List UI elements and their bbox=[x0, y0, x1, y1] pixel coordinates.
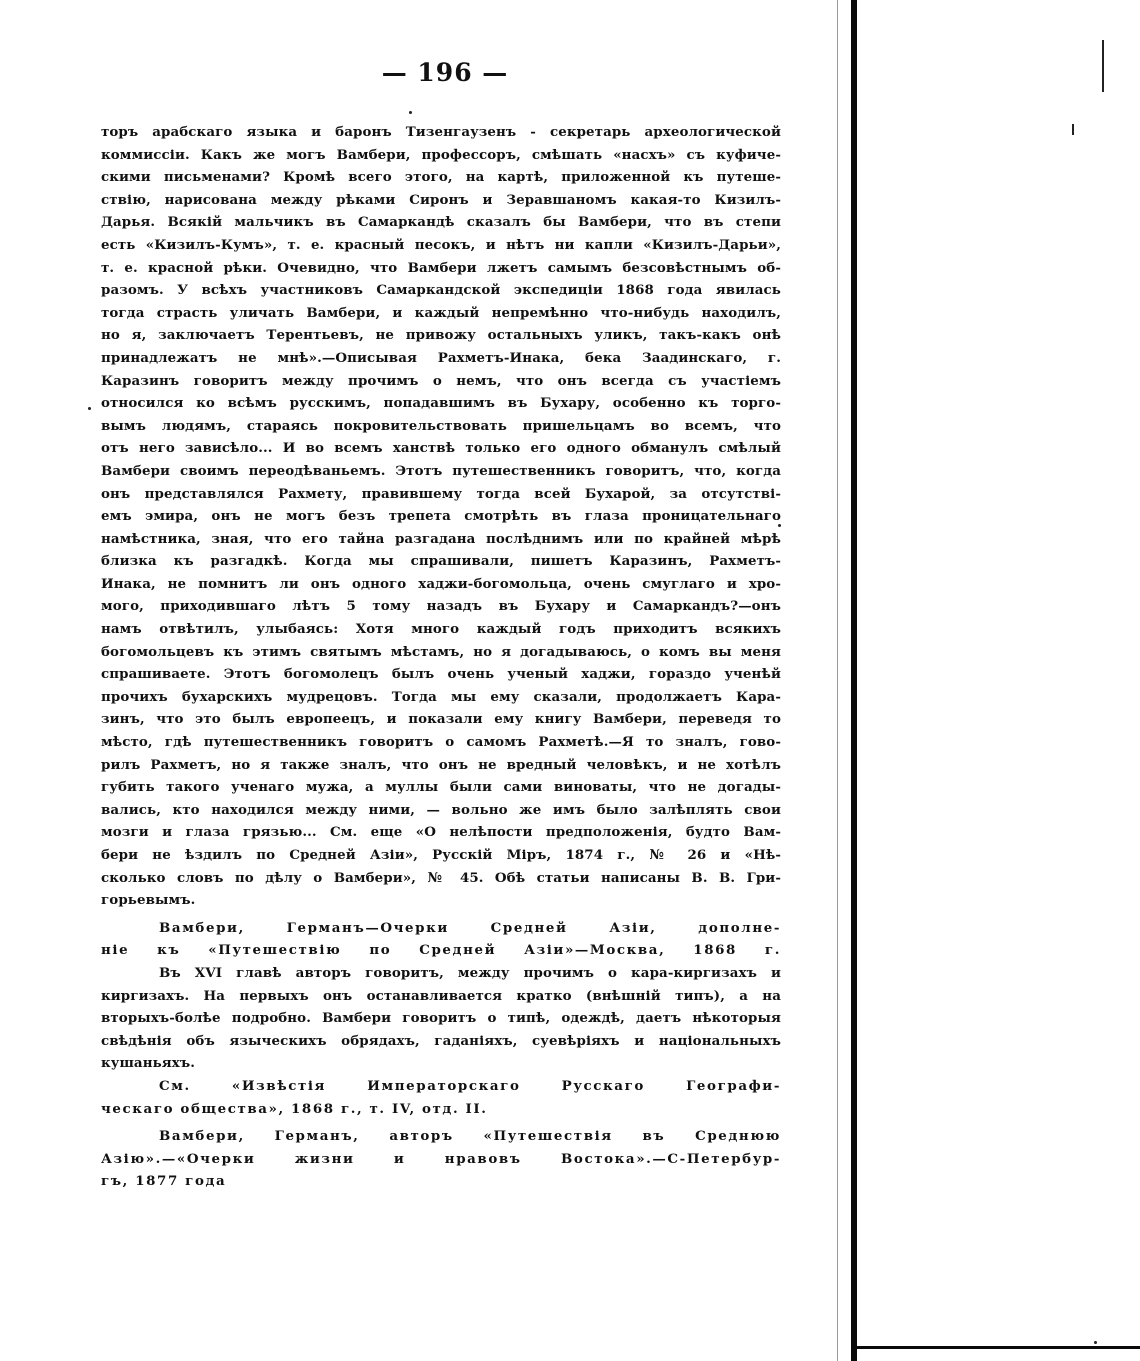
text-line: емъ эмира, онъ не могъ безъ трепета смотрѣть въ глаза проницательнаго bbox=[101, 508, 781, 525]
text-line: зинъ, что это былъ европеецъ, и показали ему книгу Вамбери, переведя то bbox=[101, 711, 781, 728]
text-line: но я, заключаетъ Терентьевъ, не привожу остальныхъ уликъ, такъ-какъ онѣ bbox=[101, 327, 781, 344]
text-line: вымъ людямъ, стараясь покровительствовать пришельцамъ во всемъ, что bbox=[101, 417, 781, 434]
text-line: прочихъ бухарскихъ мудрецовъ. Тогда мы ему сказали, продолжаетъ Кара- bbox=[101, 688, 781, 705]
entry-description: вторыхъ-болѣе подробно. Вамбери говоритъ о типѣ, одеждѣ, даетъ нѣкоторыя bbox=[101, 1010, 781, 1027]
text-line: Дарья. Всякій мальчикъ въ Самаркандѣ сказалъ бы Вамбери, что въ степи bbox=[101, 214, 781, 231]
text-line: Вамбери своимъ переодѣваньемъ. Этотъ путешественникъ говоритъ, что, когда bbox=[101, 462, 781, 479]
text-line: рилъ Рахметъ, но я также зналъ, что онъ не вредный человѣкъ, и не хотѣлъ bbox=[101, 756, 781, 773]
text-line: намъ отвѣтилъ, улыбаясь: Хотя много каждый годъ приходитъ всякихъ bbox=[101, 621, 781, 638]
bibliography-reference: ческаго общества», 1868 г., т. IV, отд. II. bbox=[101, 1100, 488, 1117]
bibliography-entry-title: Вамбери, Германъ—Очерки Средней Азіи, дополне- bbox=[159, 919, 781, 936]
entry-description: кушаньяхъ. bbox=[101, 1055, 196, 1072]
text-line: относился ко всѣмъ русскимъ, попадавшимъ въ Бухару, особенно къ торго- bbox=[101, 395, 781, 412]
bibliography-entry-title: ніе къ «Путешествію по Средней Азіи»—Москва, 1868 г. bbox=[101, 942, 781, 959]
text-line: горьевымъ. bbox=[101, 892, 196, 909]
entry-description: свѣдѣнія объ языческихъ обрядахъ, гаданіяхъ, суевѣріяхъ и національныхъ bbox=[101, 1032, 781, 1049]
text-line: близка къ разгадкѣ. Когда мы спрашивали, пишетъ Каразинъ, Рахметъ- bbox=[101, 553, 781, 570]
text-line: мого, приходившаго лѣтъ 5 тому назадъ въ Бухару и Самаркандъ?—онъ bbox=[101, 598, 781, 615]
text-line: торъ арабскаго языка и баронъ Тизенгаузенъ - секретарь археологической bbox=[101, 124, 781, 140]
ink-speck bbox=[409, 111, 412, 114]
text-line: бери не ѣздилъ по Средней Азіи», Русскій Міръ, 1874 г., № 26 и «Нѣ- bbox=[101, 847, 781, 863]
text-line: ствію, нарисована между рѣками Сиронъ и Зеравшаномъ какая-то Кизилъ- bbox=[101, 191, 781, 208]
text-line: вались, кто находился между ними, — вольно же имъ было залѣплять свои bbox=[101, 801, 781, 818]
body-text bbox=[101, 121, 781, 1193]
margin-mark bbox=[1102, 40, 1104, 92]
bibliography-entry-title: Азію».—«Очерки жизни и нравовъ Востока».—С-Петербур- bbox=[101, 1150, 781, 1167]
text-line: разомъ. У всѣхъ участниковъ Самаркандской экспедиціи 1868 года явилась bbox=[101, 282, 781, 299]
binding-rule bbox=[851, 0, 857, 1361]
ink-speck bbox=[1094, 1341, 1097, 1344]
text-line: спрашиваете. Этотъ богомолецъ былъ очень ученый хаджи, гораздо ученѣй bbox=[101, 666, 781, 683]
entry-description: киргизахъ. На первыхъ онъ останавливается кратко (внѣшній типъ), а на bbox=[101, 987, 781, 1004]
text-line: губить такого ученаго мужа, а муллы были сами виноваты, что не догады- bbox=[101, 779, 781, 796]
bibliography-reference: См. «Извѣстія Императорскаго Русскаго Географи- bbox=[159, 1077, 781, 1094]
text-line: Каразинъ говоритъ между прочимъ о немъ, что онъ всегда съ участіемъ bbox=[101, 372, 781, 389]
entry-description: Въ XVI главѣ авторъ говоритъ, между прочимъ о кара-киргизахъ и bbox=[159, 964, 781, 981]
text-line: мѣсто, гдѣ путешественникъ говоритъ о самомъ Рахметѣ.—Я то зналъ, гово- bbox=[101, 734, 781, 751]
text-line: коммиссіи. Какъ же могъ Вамбери, профессоръ, смѣшать «насхъ» съ куфиче- bbox=[101, 146, 781, 163]
text-line: сколько словъ по дѣлу о Вамбери», № 45. Обѣ статьи написаны В. В. Гри- bbox=[101, 869, 781, 886]
text-line: есть «Кизилъ-Кумъ», т. е. красный песокъ, и нѣтъ ни капли «Кизилъ-Дарьи», bbox=[101, 236, 781, 253]
text-line: намѣстника, зная, что его тайна разгадана послѣднимъ или по крайней мѣрѣ bbox=[101, 530, 781, 547]
bibliography-entry-title: гъ, 1877 года bbox=[101, 1173, 227, 1190]
text-line: скими письменами? Кромѣ всего этого, на картѣ, приложенной къ путеше- bbox=[101, 169, 781, 186]
text-line: отъ него зависѣло... И во всемъ ханствѣ только его одного обманулъ смѣлый bbox=[101, 440, 781, 457]
bibliography-entry-title: Вамбери, Германъ, авторъ «Путешествія въ Среднюю bbox=[159, 1128, 781, 1145]
text-line: т. е. красной рѣки. Очевидно, что Вамбери лжетъ самымъ безсовѣстнымъ об- bbox=[101, 259, 781, 276]
text-line: Инака, не помнитъ ли онъ одного хаджи-богомольца, очень смуглаго и хро- bbox=[101, 575, 781, 592]
text-line: тогда страсть уличать Вамбери, и каждый непремѣнно что-нибудь находилъ, bbox=[101, 304, 781, 321]
page-edge-line bbox=[837, 0, 838, 1361]
margin-mark-small bbox=[1072, 124, 1074, 135]
ink-speck bbox=[88, 407, 91, 410]
text-line: онъ представлялся Рахмету, правившему тогда всей Бухарой, за отсутстві- bbox=[101, 485, 781, 502]
page-number: — 196 — bbox=[381, 58, 509, 87]
text-line: богомольцевъ къ этимъ святымъ мѣстамъ, но я догадываюсь, о комъ вы меня bbox=[101, 643, 781, 660]
text-line: мозги и глаза грязью... См. еще «О нелѣпости предположенія, будто Вам- bbox=[101, 824, 781, 841]
text-line: принадлежатъ не мнѣ».—Описывая Рахметъ-Инака, бека Заадинскаго, г. bbox=[101, 349, 781, 366]
bottom-rule bbox=[857, 1346, 1140, 1349]
